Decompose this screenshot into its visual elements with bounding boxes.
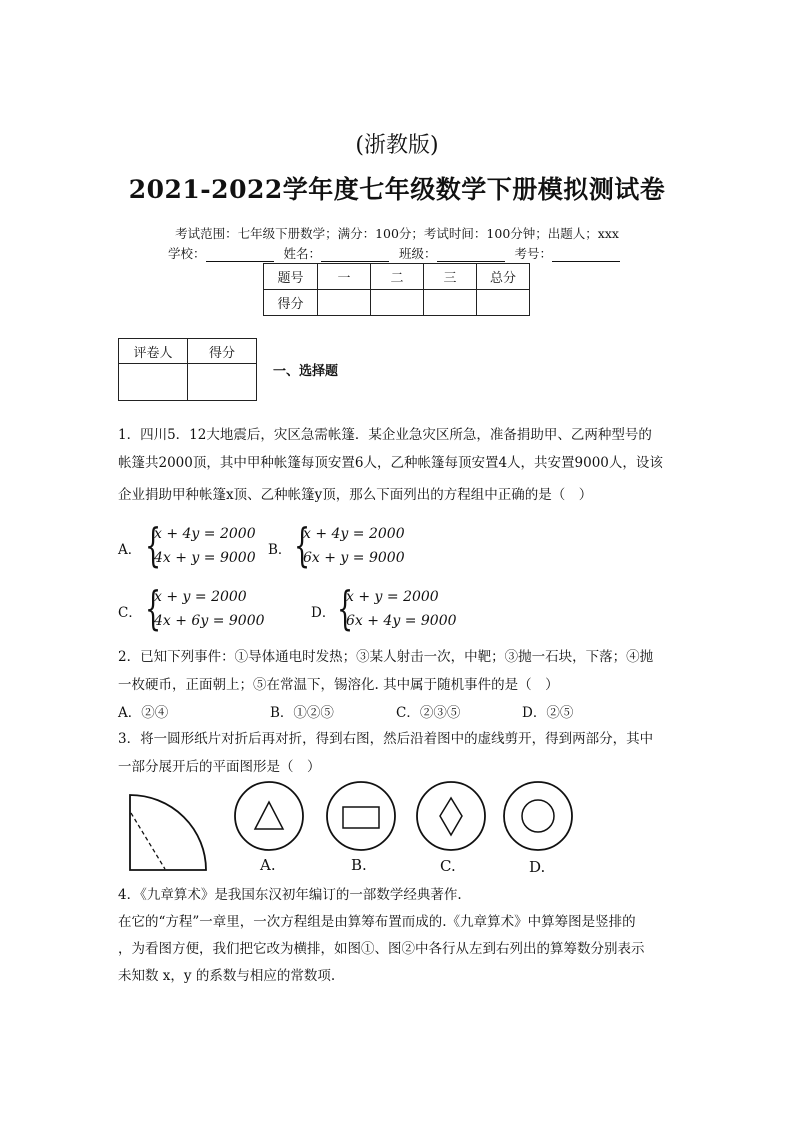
- equation: x + y = 2000: [346, 589, 439, 605]
- score-header-cell: 总分: [477, 264, 530, 290]
- option-c-circle: [417, 782, 485, 850]
- question-1-line: 1．四川5．12大地震后，灾区急需帐篷．某企业急灾区所急，准备捐助甲、乙两种型号的: [118, 427, 652, 443]
- score-row-label: 得分: [264, 290, 318, 316]
- brace-icon: {: [337, 581, 354, 635]
- rectangle-hole-icon: [343, 807, 379, 828]
- class-field[interactable]: [437, 249, 505, 262]
- school-field[interactable]: [206, 249, 274, 262]
- exam-number-label: 考号：: [514, 246, 552, 261]
- question-4-line: 在它的“方程”一章里，一次方程组是由算筹布置而成的.《九章算术》中算筹图是竖排的: [118, 914, 636, 930]
- score-cell[interactable]: [371, 290, 424, 316]
- q1-option-d-label[interactable]: D．: [311, 605, 336, 621]
- cut-line: [131, 813, 165, 869]
- q2-option-d[interactable]: D．②⑤: [522, 705, 574, 721]
- brace-icon: {: [145, 581, 162, 635]
- section-title: 一、选择题: [273, 364, 339, 379]
- equation: x + 4y = 2000: [303, 526, 405, 542]
- grader-header-cell: 得分: [188, 339, 257, 364]
- question-3-line: 3．将一圆形纸片对折后再对折，得到右图，然后沿着图中的虚线剪开，得到两部分，其中: [118, 731, 654, 747]
- figure-label-a: A.: [260, 856, 276, 874]
- q2-option-a[interactable]: A．②④: [118, 705, 169, 721]
- equation: 4x + 6y = 9000: [154, 613, 265, 629]
- name-label: 姓名：: [283, 246, 321, 261]
- question-1-line: 帐篷共2000顶，其中甲种帐篷每顶安置6人，乙种帐篷每顶安置4人，共安置9000人，设该: [118, 455, 663, 471]
- option-d-circle: [504, 782, 572, 850]
- exam-info: 考试范围：七年级下册数学；满分：100分；考试时间：100分钟；出题人；xxx: [175, 226, 619, 241]
- exam-number-field[interactable]: [552, 249, 620, 262]
- school-label: 学校：: [167, 246, 206, 261]
- q1-option-c-label[interactable]: C．: [118, 605, 142, 621]
- score-cell[interactable]: [477, 290, 530, 316]
- name-field[interactable]: [321, 249, 389, 262]
- triangle-hole-icon: [255, 802, 283, 829]
- class-label: 班级：: [398, 246, 437, 261]
- score-header-cell: 题号: [264, 264, 318, 290]
- subtitle: (浙教版): [355, 133, 439, 158]
- equation: 6x + y = 9000: [303, 550, 405, 566]
- question-4-line: 未知数 x，y 的系数与相应的常数项.: [118, 968, 336, 984]
- equation: x + y = 2000: [154, 589, 247, 605]
- grader-table: [118, 338, 257, 401]
- figure-label-c: C.: [440, 857, 456, 875]
- question-3: [118, 725, 678, 781]
- question-1: [118, 421, 678, 509]
- question-2-line: 2．已知下列事件：①导体通电时发热；③某人射击一次，中靶；③抛一石块，下落；④抛: [118, 649, 654, 665]
- score-table: [263, 263, 530, 316]
- quarter-circle-shape: [130, 795, 206, 870]
- option-b-circle: [327, 782, 395, 850]
- score-header-cell: 二: [371, 264, 424, 290]
- option-a-circle: [235, 782, 303, 850]
- brace-icon: {: [145, 518, 162, 572]
- equation: 4x + y = 9000: [154, 550, 256, 566]
- score-header-cell: 三: [424, 264, 477, 290]
- question-4-line: 4．《九章算术》是我国东汉初年编订的一部数学经典著作.: [118, 887, 462, 903]
- score-cell[interactable]: [318, 290, 371, 316]
- rhombus-hole-icon: [440, 798, 462, 835]
- student-info-row: [0, 244, 794, 262]
- grader-header-cell: 评卷人: [119, 339, 188, 364]
- q1-option-b-label[interactable]: B．: [268, 542, 292, 558]
- figure-label-d: D.: [529, 858, 546, 876]
- equation: 6x + 4y = 9000: [346, 613, 457, 629]
- figure-label-b: B.: [351, 856, 367, 874]
- grader-score-cell[interactable]: [188, 364, 257, 401]
- q2-option-b[interactable]: B．①②⑤: [270, 705, 334, 721]
- q2-option-c[interactable]: C．②③⑤: [396, 705, 461, 721]
- question-4-line: ，为看图方便，我们把它改为横排，如图①、图②中各行从左到右列出的算筹数分别表示: [118, 941, 645, 957]
- question-3-line: 一部分展开后的平面图形是（ ）: [118, 759, 321, 775]
- score-header-cell: 一: [318, 264, 371, 290]
- question-3-figure: [118, 778, 588, 878]
- page-title: 2021-2022学年度七年级数学下册模拟测试卷: [128, 175, 666, 204]
- q1-option-a-label[interactable]: A．: [118, 542, 142, 558]
- question-1-line: 企业捐助甲种帐篷x顶、乙种帐篷y顶，那么下面列出的方程组中正确的是（ ）: [118, 487, 593, 503]
- score-cell[interactable]: [424, 290, 477, 316]
- equation: x + 4y = 2000: [154, 526, 256, 542]
- question-2-line: 一枚硬币，正面朝上；⑤在常温下，锡溶化. 其中属于随机事件的是（ ）: [118, 677, 559, 693]
- circle-hole-icon: [522, 800, 554, 832]
- brace-icon: {: [294, 518, 311, 572]
- question-2: [118, 643, 678, 699]
- question-4: [118, 882, 678, 990]
- grader-cell[interactable]: [119, 364, 188, 401]
